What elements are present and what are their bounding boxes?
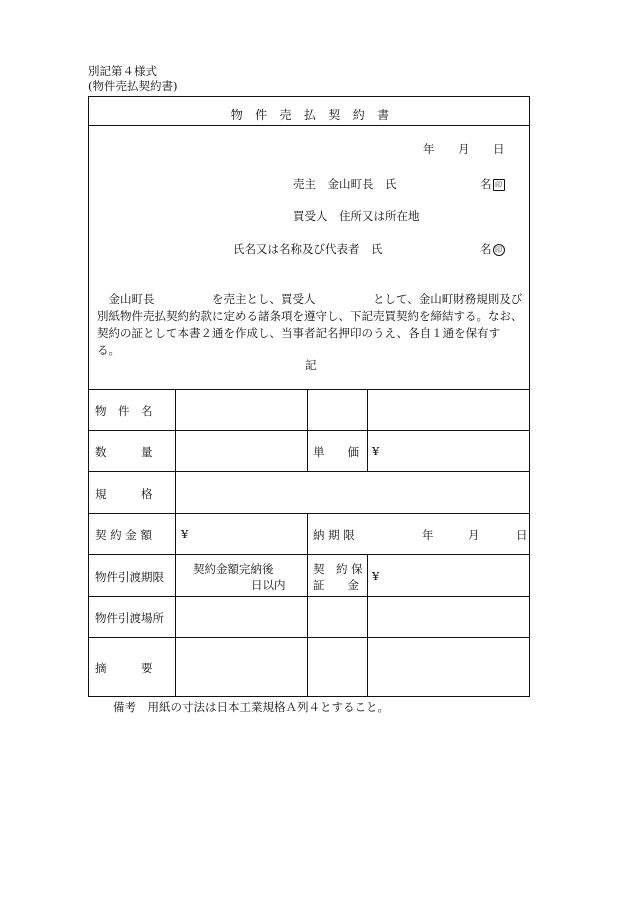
item-name-label: 物 件 名 xyxy=(95,404,153,418)
ki-label: 記 xyxy=(305,358,317,372)
contract-body-text: 金山町長 を売主とし、買受人 として、金山町財務規則及び別紙物件売払契約約款に定める諸条項を遵守し、下記売買契約を締結する。なお、契約の証として本書２通を作成し、当事者記名押印のうえ、各自１通を保有する。 xyxy=(97,292,523,357)
col-line-3a xyxy=(367,389,368,471)
unit-price-yen: ¥ xyxy=(372,444,380,458)
handover-period-value-2: 日以内 xyxy=(251,578,286,592)
row-line-5 xyxy=(89,596,529,597)
row-line-4 xyxy=(89,554,529,555)
title-divider xyxy=(89,125,529,126)
contract-amount-label: 契 約 金 額 xyxy=(95,528,152,542)
handover-period-value-1: 契約金額完納後 xyxy=(193,562,274,576)
buyer-name-text: 名 xyxy=(480,242,492,256)
delivery-day-label: 日 xyxy=(516,528,528,542)
remarks-label: 摘 要 xyxy=(95,661,153,675)
buyer-seal-icon: 印 xyxy=(493,244,505,256)
form-label xyxy=(88,64,177,94)
row-line-6 xyxy=(89,637,529,638)
contract-amount-yen: ¥ xyxy=(181,527,189,541)
spec-label: 規 格 xyxy=(95,487,153,501)
seller-label: 売主 金山町長 氏 xyxy=(293,177,397,191)
col-line-2a xyxy=(307,389,308,471)
row-line-2 xyxy=(89,471,529,472)
contract-form-frame xyxy=(88,96,530,697)
date-month-label: 月 xyxy=(458,142,470,156)
seller-seal-icon: 印 xyxy=(493,179,505,191)
row-line-3 xyxy=(89,513,529,514)
col-line-3b xyxy=(367,554,368,637)
unit-price-label: 単 価 xyxy=(313,445,359,459)
col-line-2b xyxy=(307,513,308,696)
table-top-line xyxy=(89,389,529,390)
buyer-name-suffix xyxy=(480,241,505,257)
date-day-label: 日 xyxy=(493,142,505,156)
form-number: 別記第４様式 xyxy=(88,64,157,78)
handover-place-label: 物件引渡場所 xyxy=(95,611,164,625)
col-line-3c xyxy=(367,637,368,696)
deposit-label-1: 契 約 保 xyxy=(313,562,363,576)
buyer-address-label: 買受人 住所又は所在地 xyxy=(293,209,420,223)
form-name: (物件売払契約書) xyxy=(88,79,178,93)
seller-name-suffix xyxy=(480,176,505,192)
deposit-label-2: 証 金 xyxy=(313,578,359,592)
row-line-1 xyxy=(89,430,529,431)
quantity-label: 数 量 xyxy=(95,445,153,459)
handover-period-label: 物件引渡期限 xyxy=(95,570,164,584)
date-year-label: 年 xyxy=(423,142,435,156)
seller-name-text: 名 xyxy=(480,177,492,191)
footnote: 備考 用紙の寸法は日本工業規格Ａ列４とすること。 xyxy=(113,700,389,714)
buyer-name-label: 氏名又は名称及び代表者 氏 xyxy=(233,242,383,256)
document-title: 物 件 売 払 契 約 書 xyxy=(230,108,390,122)
delivery-deadline-label: 納 期 限 xyxy=(313,528,355,542)
col-line-1 xyxy=(175,389,176,696)
deposit-yen: ¥ xyxy=(372,569,380,583)
delivery-month-label: 月 xyxy=(468,528,480,542)
delivery-year-label: 年 xyxy=(422,528,434,542)
